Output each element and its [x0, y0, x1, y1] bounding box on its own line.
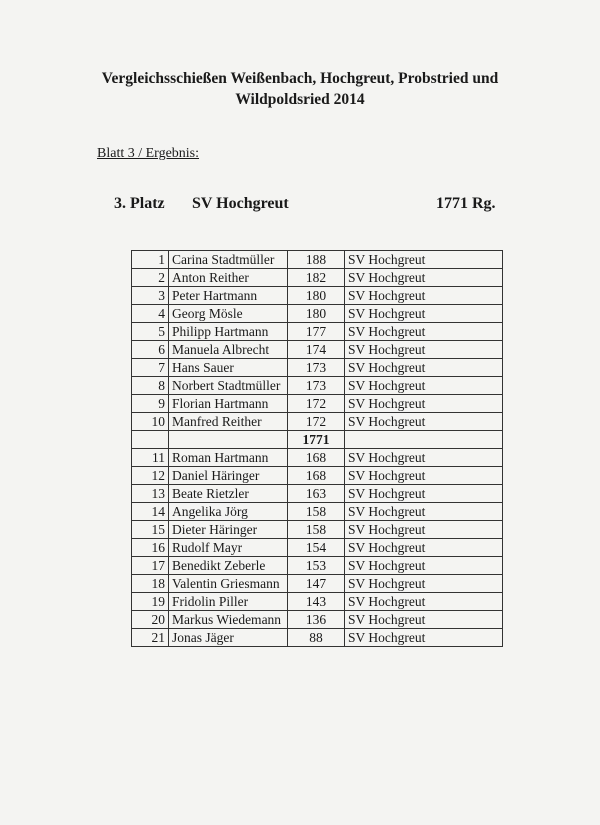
score-cell: 173: [288, 377, 345, 395]
score-cell: 182: [288, 269, 345, 287]
score-cell: 147: [288, 575, 345, 593]
rank-cell: 19: [132, 593, 169, 611]
table-row: [132, 269, 503, 287]
rank-cell: 8: [132, 377, 169, 395]
name-cell: Rudolf Mayr: [169, 539, 288, 557]
name-cell: Florian Hartmann: [169, 395, 288, 413]
score-cell: 172: [288, 413, 345, 431]
club-cell: SV Hochgreut: [345, 629, 503, 647]
rank-cell: 9: [132, 395, 169, 413]
name-cell: Anton Reither: [169, 269, 288, 287]
table-row: [132, 539, 503, 557]
club-cell: SV Hochgreut: [345, 377, 503, 395]
rank-cell: 14: [132, 503, 169, 521]
placement-total: 1771 Rg.: [436, 195, 496, 212]
name-cell: Valentin Griesmann: [169, 575, 288, 593]
club-cell: SV Hochgreut: [345, 287, 503, 305]
rank-cell: 21: [132, 629, 169, 647]
name-cell: Manfred Reither: [169, 413, 288, 431]
club-cell: SV Hochgreut: [345, 485, 503, 503]
club-cell: SV Hochgreut: [345, 305, 503, 323]
placement-rank: 3. Platz: [114, 195, 165, 212]
table-row: [132, 341, 503, 359]
table-row: [132, 395, 503, 413]
name-cell: Georg Mösle: [169, 305, 288, 323]
rank-cell: 7: [132, 359, 169, 377]
club-cell: SV Hochgreut: [345, 449, 503, 467]
score-cell: 88: [288, 629, 345, 647]
club-cell: SV Hochgreut: [345, 593, 503, 611]
club-cell: SV Hochgreut: [345, 359, 503, 377]
table-row: [132, 377, 503, 395]
rank-cell: 2: [132, 269, 169, 287]
name-cell: Peter Hartmann: [169, 287, 288, 305]
score-cell: 172: [288, 395, 345, 413]
club-cell: SV Hochgreut: [345, 467, 503, 485]
rank-cell: 16: [132, 539, 169, 557]
table-row: [132, 557, 503, 575]
name-cell: Daniel Häringer: [169, 467, 288, 485]
name-cell: Angelika Jörg: [169, 503, 288, 521]
rank-cell: 12: [132, 467, 169, 485]
score-cell: 158: [288, 521, 345, 539]
table-row: [132, 593, 503, 611]
placement-club: SV Hochgreut: [192, 195, 289, 212]
table-row: [132, 575, 503, 593]
subtotal-cell: 1771: [288, 431, 345, 449]
score-cell: 163: [288, 485, 345, 503]
table-row: [132, 323, 503, 341]
score-cell: 177: [288, 323, 345, 341]
table-row: [132, 413, 503, 431]
club-cell: SV Hochgreut: [345, 521, 503, 539]
rank-cell: 3: [132, 287, 169, 305]
club-cell: SV Hochgreut: [345, 341, 503, 359]
score-cell: 180: [288, 305, 345, 323]
rank-cell: 20: [132, 611, 169, 629]
rank-cell: 13: [132, 485, 169, 503]
score-cell: 143: [288, 593, 345, 611]
score-cell: 168: [288, 449, 345, 467]
club-cell: SV Hochgreut: [345, 539, 503, 557]
name-cell: Carina Stadtmüller: [169, 251, 288, 269]
club-cell: SV Hochgreut: [345, 611, 503, 629]
rank-cell: 1: [132, 251, 169, 269]
table-row: [132, 503, 503, 521]
club-cell: SV Hochgreut: [345, 557, 503, 575]
rank-cell: 4: [132, 305, 169, 323]
subtotal-row: [132, 431, 503, 449]
title-line-1: Vergleichsschießen Weißenbach, Hochgreut, Probstried und: [101, 70, 499, 87]
sheet-label: Blatt 3 / Ergebnis:: [97, 146, 200, 161]
results-body: [132, 251, 503, 647]
results-table: [131, 250, 503, 647]
rank-cell: 11: [132, 449, 169, 467]
rank-cell: 10: [132, 413, 169, 431]
table-row: [132, 629, 503, 647]
name-cell: Dieter Häringer: [169, 521, 288, 539]
rank-cell: 18: [132, 575, 169, 593]
club-cell: SV Hochgreut: [345, 575, 503, 593]
empty-cell: [132, 431, 169, 449]
rank-cell: 5: [132, 323, 169, 341]
rank-cell: 15: [132, 521, 169, 539]
club-cell: SV Hochgreut: [345, 503, 503, 521]
table-row: [132, 251, 503, 269]
name-cell: Markus Wiedemann: [169, 611, 288, 629]
score-cell: 136: [288, 611, 345, 629]
empty-cell: [169, 431, 288, 449]
score-cell: 180: [288, 287, 345, 305]
table-row: [132, 287, 503, 305]
score-cell: 153: [288, 557, 345, 575]
table-row: [132, 485, 503, 503]
name-cell: Jonas Jäger: [169, 629, 288, 647]
table-row: [132, 467, 503, 485]
name-cell: Philipp Hartmann: [169, 323, 288, 341]
rank-cell: 17: [132, 557, 169, 575]
table-row: [132, 305, 503, 323]
table-row: [132, 521, 503, 539]
table-row: [132, 611, 503, 629]
name-cell: Manuela Albrecht: [169, 341, 288, 359]
empty-cell: [345, 431, 503, 449]
name-cell: Hans Sauer: [169, 359, 288, 377]
club-cell: SV Hochgreut: [345, 413, 503, 431]
score-cell: 154: [288, 539, 345, 557]
score-cell: 174: [288, 341, 345, 359]
club-cell: SV Hochgreut: [345, 323, 503, 341]
rank-cell: 6: [132, 341, 169, 359]
score-cell: 188: [288, 251, 345, 269]
club-cell: SV Hochgreut: [345, 395, 503, 413]
document-title: [0, 68, 600, 110]
name-cell: Benedikt Zeberle: [169, 557, 288, 575]
name-cell: Fridolin Piller: [169, 593, 288, 611]
club-cell: SV Hochgreut: [345, 251, 503, 269]
score-cell: 173: [288, 359, 345, 377]
name-cell: Norbert Stadtmüller: [169, 377, 288, 395]
score-cell: 158: [288, 503, 345, 521]
score-cell: 168: [288, 467, 345, 485]
title-line-2: Wildpoldsried 2014: [235, 91, 365, 108]
table-row: [132, 359, 503, 377]
club-cell: SV Hochgreut: [345, 269, 503, 287]
name-cell: Beate Rietzler: [169, 485, 288, 503]
table-row: [132, 449, 503, 467]
name-cell: Roman Hartmann: [169, 449, 288, 467]
